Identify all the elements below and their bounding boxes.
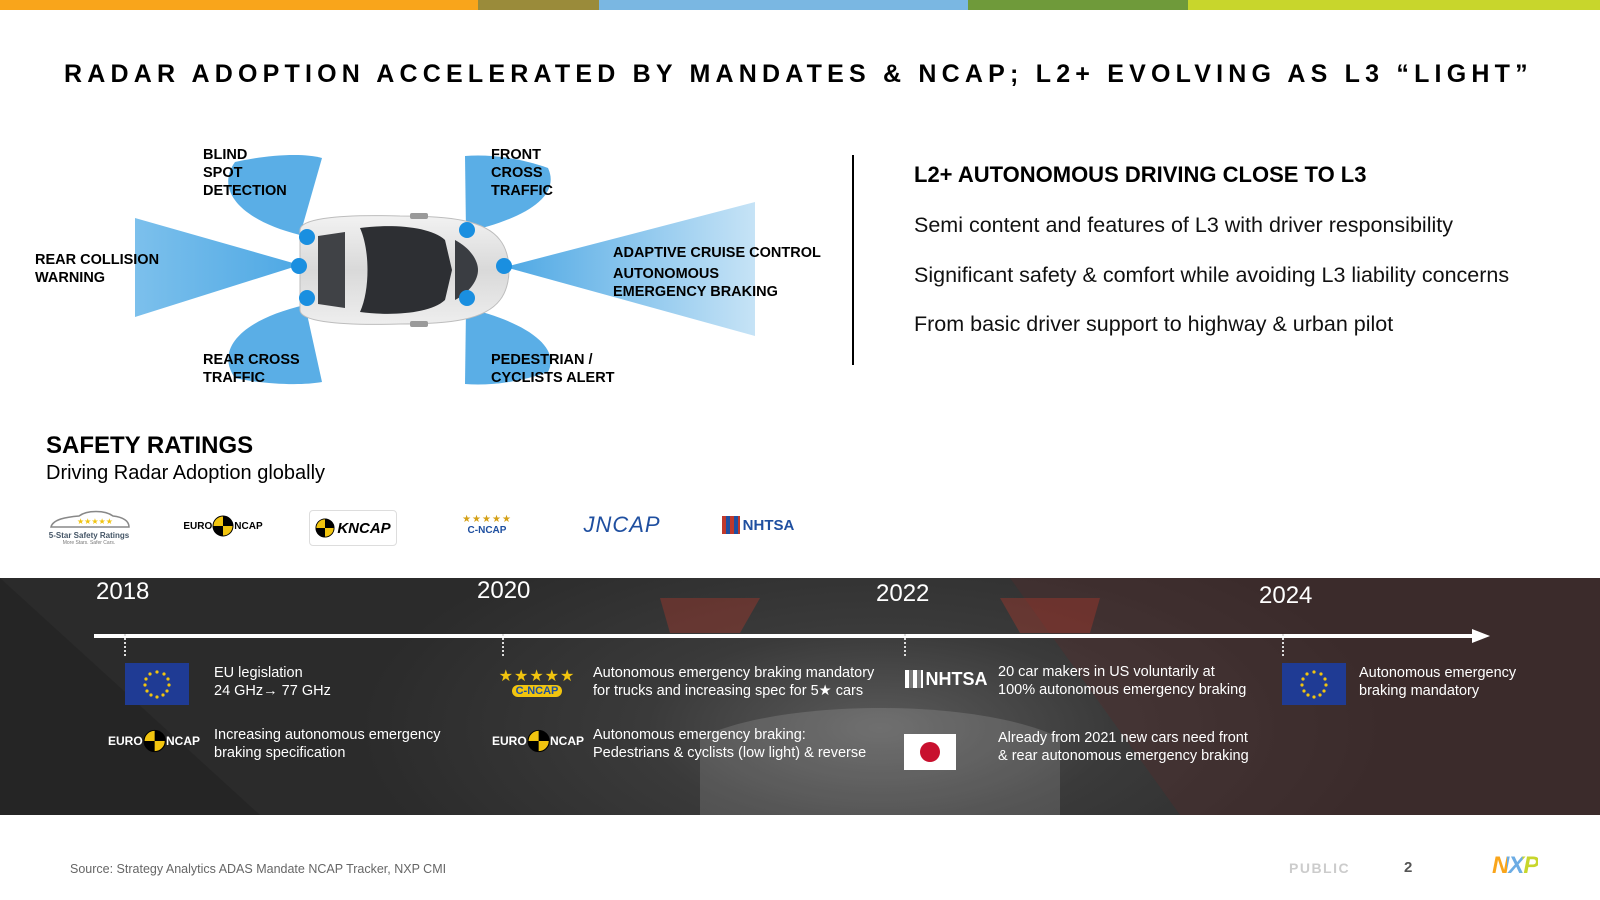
classification-label: PUBLIC [1289, 860, 1351, 876]
safety-ratings-subtitle: Driving Radar Adoption globally [46, 462, 326, 484]
five-stars-icon: ★★★★★ [498, 666, 576, 685]
nhtsa-5star-tagline: More Stars. Safer Cars. [62, 539, 116, 546]
svg-text:★★★★★: ★★★★★ [77, 516, 113, 526]
label-adaptive-cruise: ADAPTIVE CRUISE CONTROL [613, 245, 821, 261]
timeline-event: EU legislation 24 GHz→ 77 GHz [214, 665, 331, 699]
kncap-logo [309, 510, 397, 546]
timeline-tick [1282, 634, 1284, 656]
label-rear-collision: REAR COLLISION WARNING [35, 252, 160, 286]
crash-test-dummy-icon [212, 515, 234, 537]
sensor-dot [299, 229, 315, 245]
safety-ratings-title: SAFETY RATINGS [46, 432, 254, 459]
nxp-logo [1492, 852, 1560, 878]
car-outline-icon [47, 507, 131, 531]
five-stars-icon: ★★★★★ [462, 514, 512, 525]
timeline-event: Autonomous emergency braking mandatory [1359, 665, 1517, 699]
ncap-text: NCAP [234, 520, 263, 532]
euro-text: EURO [183, 520, 213, 532]
l2-heading: L2+ AUTONOMOUS DRIVING CLOSE TO L3 [914, 162, 1367, 187]
timeline-band [0, 578, 1600, 815]
sensor-dot [459, 222, 475, 238]
kncap-text: KNCAP [337, 519, 391, 537]
crash-test-dummy-icon [315, 518, 335, 538]
color-strip-blue [599, 0, 968, 10]
color-strip-green [968, 0, 1188, 10]
slide-title: RADAR ADOPTION ACCELERATED BY MANDATES & NCAP; L2+ EVOLVING AS L3 “LIGHT” [64, 60, 1533, 88]
car-topview [300, 213, 509, 327]
label-blind-spot: BLIND SPOT DETECTION [203, 147, 287, 199]
vertical-divider [852, 155, 854, 365]
euro-text: EURO [108, 734, 143, 748]
nhtsa-logo [900, 666, 992, 692]
eu-flag-icon [125, 663, 189, 705]
jncap-text: JNCAP [583, 512, 661, 537]
timeline-year: 2018 [96, 578, 150, 605]
euro-ncap-logo [183, 510, 263, 542]
timeline-tick [502, 634, 504, 656]
color-strip-olive [478, 0, 599, 10]
timeline-event: 20 car makers in US voluntarily at 100% autonomous emergency braking [998, 664, 1247, 698]
euro-text: EURO [492, 734, 527, 748]
l2-point: Semi content and features of L3 with driver responsibility [914, 213, 1453, 237]
sensor-dot [291, 258, 307, 274]
nhtsa-5star-logo [44, 504, 134, 548]
ncap-text: NCAP [549, 734, 584, 748]
label-front-cross: FRONT CROSS TRAFFIC [491, 147, 554, 199]
crash-test-dummy-icon [527, 729, 550, 753]
crash-test-dummy-icon [143, 729, 166, 753]
eu-flag-icon [1282, 663, 1346, 705]
label-aeb: AUTONOMOUS EMERGENCY BRAKING [613, 266, 778, 300]
timeline-event: Already from 2021 new cars need front & rear autonomous emergency braking [998, 730, 1249, 764]
ncap-text: NCAP [165, 734, 200, 748]
l2-point: From basic driver support to highway & urban pilot [914, 312, 1394, 336]
rear-collision-beam [135, 218, 300, 317]
jncap-logo [576, 508, 668, 542]
source-note: Source: Strategy Analytics ADAS Mandate NCAP Tracker, NXP CMI [70, 862, 447, 876]
japan-flag-icon [904, 734, 956, 770]
l2-point: Significant safety & comfort while avoiding L3 liability concerns [914, 263, 1510, 287]
timeline-event: Autonomous emergency braking: Pedestrians & cyclists (low light) & reverse [593, 727, 867, 761]
euro-ncap-logo [108, 726, 200, 756]
label-pedestrian: PEDESTRIAN / CYCLISTS ALERT [491, 352, 615, 386]
timeline-year: 2024 [1259, 582, 1313, 609]
color-strip-orange [0, 0, 478, 10]
timeline-event: Increasing autonomous emergency braking specification [214, 727, 441, 761]
nxp-logo-text: NXP [1492, 852, 1539, 879]
label-rear-cross: REAR CROSS TRAFFIC [203, 352, 300, 386]
cncap-logo [451, 508, 523, 542]
cncap-text: C-NCAP [467, 525, 507, 536]
timeline-arrow [94, 626, 1494, 646]
sensor-dot [299, 290, 315, 306]
timeline-year: 2020 [477, 578, 531, 604]
euro-ncap-logo [492, 726, 584, 756]
cncap-text: C-NCAP [512, 685, 563, 697]
nhtsa-text: NHTSA [925, 668, 988, 689]
nhtsa-logo [716, 512, 800, 538]
color-strip-lime [1188, 0, 1600, 10]
nhtsa-grid-icon [722, 516, 740, 534]
nhtsa-grid-icon [905, 670, 923, 688]
timeline-year: 2022 [876, 580, 930, 607]
page-number: 2 [1404, 859, 1413, 876]
nhtsa-text: NHTSA [742, 516, 795, 534]
timeline-tick [124, 634, 126, 656]
cncap-logo [493, 662, 581, 702]
timeline-event: Autonomous emergency braking mandatory for trucks and increasing spec for 5★ cars [593, 665, 875, 699]
nhtsa-5star-text: 5-Star Safety Ratings [48, 530, 130, 540]
sensor-dot [459, 290, 475, 306]
sensor-dot [496, 258, 512, 274]
timeline-tick [904, 634, 906, 656]
